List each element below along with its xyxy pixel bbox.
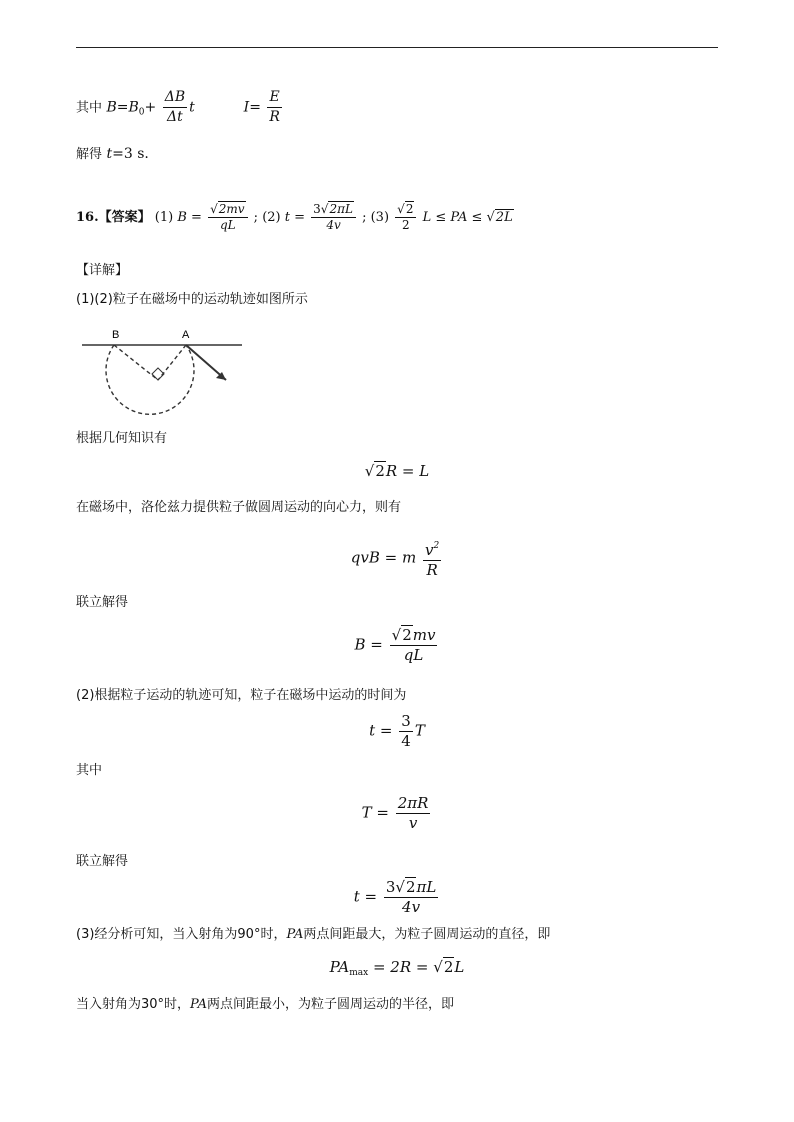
text-trajectory: (1)(2)粒子在磁场中的运动轨迹如图所示 [76, 292, 308, 307]
formula-line-b-i: 其中 $B=B_0+$ $\frac{\Delta B}{\Delta t}$ t I= $\frac{E}{R}$ [76, 89, 280, 125]
text-time: (2)根据粒子运动的轨迹可知，粒子在磁场中运动的时间为 [76, 688, 407, 703]
label-a: A [182, 329, 190, 341]
text-min-distance: 当入射角为30°时，PA两点间距最小，为粒子圆周运动的半径，即 [76, 997, 455, 1012]
fraction-db-dt: $\frac{\Delta B}{\Delta t}$ [164, 89, 186, 125]
radius-b [114, 345, 158, 380]
label-b: B [112, 329, 120, 341]
detail-heading: 【详解】 [76, 263, 129, 278]
radius-a [158, 345, 186, 380]
circular-path [106, 345, 194, 414]
equation-pa-max: $PA_{max} = 2R = √2L$ [329, 958, 465, 978]
text-combine-1: 联立解得 [76, 595, 129, 610]
equation-t-result: t = $\frac{3√2\pi L}{4v}$ [353, 878, 437, 916]
text-lorentz: 在磁场中，洛伦兹力提供粒子做圆周运动的向心力，则有 [76, 500, 402, 515]
text-combine-2: 联立解得 [76, 854, 129, 869]
answer-line: 16.【答案】 (1) B = $\frac{√2mv}{qL}$ ; (2) t = $\frac{3√2\pi L}{4v}$ ; (3) $\frac{√2}{2}$ L ≤ PA ≤ √2L [76, 202, 513, 232]
equation-period: T = $\frac{2\pi R}{v}$ [361, 794, 429, 832]
equation-t: t = $\frac{3}{4}$ T [369, 712, 425, 750]
fraction-e-r: $\frac{E}{R}$ [269, 89, 280, 125]
solve-result-line: 解得 t=3 s. [76, 146, 149, 162]
equation-sqrt2r: √2R = L [364, 462, 430, 480]
trajectory-figure [76, 318, 246, 418]
text-max-distance: (3)经分析可知，当入射角为90°时，PA两点间距最大，为粒子圆周运动的直径，即 [76, 927, 551, 942]
equation-qvb: qvB = m $\frac{v^2}{R}$ [0, 537, 794, 580]
text-geometry: 根据几何知识有 [76, 431, 168, 446]
equation-b: B = $\frac{√2mv}{qL}$ [354, 626, 436, 664]
header-rule [76, 47, 718, 48]
text-where: 其中 [76, 763, 103, 778]
